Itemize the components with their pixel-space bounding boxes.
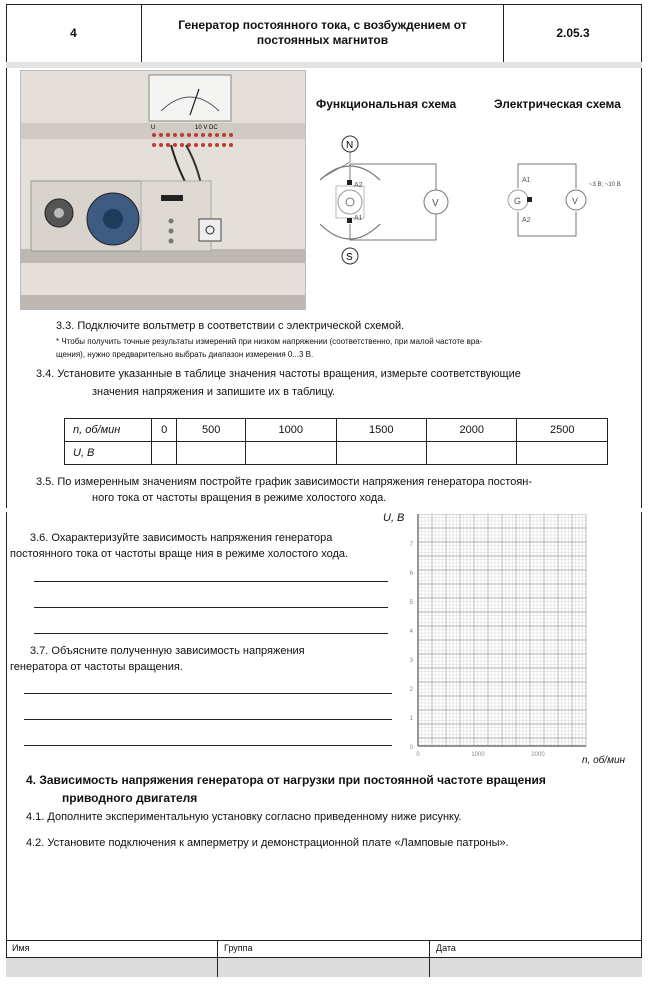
electrical-a2-label: A2 bbox=[522, 217, 531, 224]
graph-x-tick: 2000 bbox=[531, 752, 545, 758]
table-row-voltage bbox=[65, 442, 608, 465]
step-3-3: 3.3. Подключите вольтметр в соответствии с электрической схемой. bbox=[56, 320, 405, 332]
electrical-a1-label: A1 bbox=[522, 177, 531, 184]
table-input-voltage[interactable] bbox=[152, 442, 177, 465]
setup-photo bbox=[20, 70, 306, 310]
graph-x-tick: 1000 bbox=[471, 752, 485, 758]
table-input-voltage[interactable] bbox=[336, 442, 426, 465]
step-3-4-line2: значения напряжения и запишите их в таблицу. bbox=[92, 386, 336, 398]
setup-photo-drawing bbox=[21, 71, 306, 310]
graph-y-tick: 3 bbox=[409, 658, 413, 664]
table-input-voltage[interactable] bbox=[427, 442, 517, 465]
header-number: 4 bbox=[6, 4, 142, 62]
graph-y-tick: 2 bbox=[409, 687, 413, 693]
header-separator bbox=[6, 62, 642, 68]
measurement-table bbox=[64, 418, 608, 465]
electrical-diagram bbox=[506, 160, 638, 240]
footer-group-cell[interactable] bbox=[218, 940, 430, 977]
step-4-2: 4.2. Установите подключения к амперметру и демонстрационной плате «Ламповые патроны». bbox=[26, 837, 509, 849]
step-4-1: 4.1. Дополните экспериментальную установку согласно приведенному ниже рисунку. bbox=[26, 811, 462, 823]
graph-x-label: n, об/мин bbox=[582, 755, 626, 766]
graph-grid[interactable] bbox=[396, 514, 646, 770]
functional-a1-label: A1 bbox=[354, 215, 363, 222]
header bbox=[6, 4, 642, 63]
section-4-title-line2: приводного двигателя bbox=[62, 791, 198, 805]
footer-name-label: Имя bbox=[12, 943, 30, 953]
meter-label-range: 10 V DC bbox=[195, 125, 218, 131]
header-code: 2.05.3 bbox=[556, 26, 590, 40]
graph-y-tick: 4 bbox=[409, 629, 413, 635]
graph-y-tick: 5 bbox=[409, 600, 413, 606]
table-label-voltage bbox=[65, 442, 152, 465]
answer-line[interactable] bbox=[34, 607, 388, 608]
table-label-speed-text: n, об/мин bbox=[73, 424, 121, 436]
step-3-6-line1: 3.6. Охарактеризуйте зависимость напряжения генератора bbox=[30, 532, 333, 544]
functional-diagram bbox=[314, 132, 474, 272]
functional-a2-label: A2 bbox=[354, 182, 363, 189]
table-input-voltage[interactable] bbox=[517, 442, 608, 465]
step-3-7-line2: генератора от частоты вращения. bbox=[10, 661, 183, 673]
section-4-title-line1: 4. Зависимость напряжения генератора от нагрузки при постоянной частоте вращения bbox=[26, 773, 546, 787]
answer-line[interactable] bbox=[34, 633, 388, 634]
footer-date-label: Дата bbox=[436, 943, 456, 953]
graph-y-tick: 6 bbox=[409, 571, 413, 577]
footer-name-cell[interactable] bbox=[6, 940, 218, 977]
electrical-range-label: ~3 В; ~10 В bbox=[589, 182, 621, 188]
functional-s-label: S bbox=[346, 252, 353, 263]
header-title: Генератор постоянного тока, с возбуждением от постоянных магнитов bbox=[142, 4, 504, 62]
step-3-6-line2: постоянного тока от частоты враще ния в режиме холостого хода. bbox=[10, 548, 349, 560]
answer-line[interactable] bbox=[24, 693, 392, 694]
table-input-voltage[interactable] bbox=[246, 442, 336, 465]
step-3-3-note-line2: щения), нужно предварительно выбрать диапазон измерения 0...3 В. bbox=[56, 350, 314, 359]
footer bbox=[6, 940, 642, 977]
electrical-diagram-title: Электрическая схема bbox=[494, 97, 621, 111]
meter-label-u: U bbox=[151, 125, 156, 131]
graph-y-tick: 0 bbox=[409, 745, 413, 751]
functional-diagram-title: Функциональная схема bbox=[316, 97, 457, 111]
step-3-4-line1: 3.4. Установите указанные в таблице значения частоты вращения, измерьте соответствующие bbox=[36, 368, 521, 380]
footer-date-cell[interactable] bbox=[430, 940, 642, 977]
table-cell-speed: 2500 bbox=[517, 419, 608, 442]
step-3-3-note-line1: * Чтобы получить точные результаты измерений при низком напряжении (соответственно, при малой частоте вра- bbox=[56, 337, 483, 346]
graph-y-tick: 7 bbox=[409, 542, 413, 548]
graph-y-tick: 1 bbox=[409, 716, 413, 722]
page-gap bbox=[0, 508, 650, 512]
table-label-speed bbox=[65, 419, 152, 442]
answer-line[interactable] bbox=[24, 719, 392, 720]
table-row-speed bbox=[65, 419, 608, 442]
table-cell-speed: 1500 bbox=[336, 419, 426, 442]
electrical-v-label: V bbox=[572, 196, 579, 206]
table-input-voltage[interactable] bbox=[177, 442, 246, 465]
table-cell-speed: 2000 bbox=[427, 419, 517, 442]
functional-n-label: N bbox=[346, 140, 354, 151]
electrical-g-label: G bbox=[514, 196, 522, 206]
table-label-voltage-text: U, В bbox=[73, 447, 95, 459]
graph-y-label: U, В bbox=[383, 512, 405, 524]
functional-v-label: V bbox=[432, 198, 439, 209]
answer-line[interactable] bbox=[34, 581, 388, 582]
table-cell-speed: 0 bbox=[152, 419, 177, 442]
answer-line[interactable] bbox=[24, 745, 392, 746]
table-cell-speed: 1000 bbox=[246, 419, 336, 442]
table-cell-speed: 500 bbox=[177, 419, 246, 442]
step-3-5-line2: ного тока от частоты вращения в режиме холостого хода. bbox=[92, 492, 387, 504]
footer-group-label: Группа bbox=[224, 943, 253, 953]
graph-x-tick: 0 bbox=[416, 752, 420, 758]
step-3-7-line1: 3.7. Объясните полученную зависимость напряжения bbox=[30, 645, 305, 657]
step-3-5-line1: 3.5. По измеренным значениям постройте график зависимости напряжения генератора постоян- bbox=[36, 476, 533, 488]
